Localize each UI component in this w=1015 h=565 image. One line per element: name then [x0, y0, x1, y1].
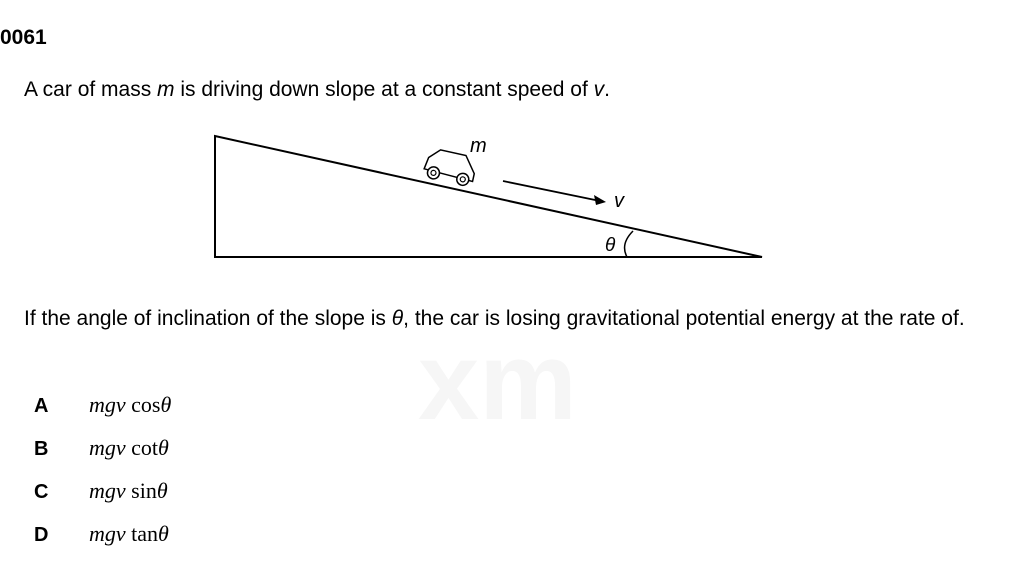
option-angle: θ	[158, 435, 169, 460]
option-coefficient: mgv	[89, 478, 126, 503]
stem-text-1: A car of mass	[24, 78, 158, 101]
slope-triangle	[215, 136, 762, 257]
question-number: 0061	[0, 26, 47, 49]
option-expression	[89, 478, 168, 503]
option-function: cot	[131, 435, 159, 460]
option-letter: A	[34, 395, 49, 417]
option-function: sin	[131, 478, 157, 503]
velocity-arrow	[503, 181, 600, 201]
option-angle: θ	[160, 392, 172, 417]
option-b[interactable]	[34, 435, 169, 463]
question-text	[24, 306, 999, 332]
option-expression	[89, 435, 169, 460]
option-angle: θ	[158, 521, 169, 546]
stem-text-2: is driving down slope at a constant speed of	[174, 78, 594, 101]
question-theta-symbol: θ	[391, 307, 404, 330]
angle-label: θ	[605, 235, 616, 256]
angle-arc	[625, 231, 633, 257]
stem-text-3: .	[604, 78, 610, 101]
option-letter: B	[34, 438, 49, 460]
option-c[interactable]	[34, 478, 168, 506]
stem-mass-symbol: m	[157, 78, 175, 101]
option-letter: C	[34, 481, 49, 503]
option-function: tan	[131, 521, 159, 546]
option-coefficient: mgv	[89, 392, 126, 417]
option-letter: D	[34, 524, 49, 546]
option-angle: θ	[156, 478, 168, 503]
stem-velocity-symbol: v	[593, 78, 605, 101]
watermark: xm	[418, 320, 577, 443]
option-coefficient: mgv	[89, 435, 126, 460]
option-coefficient: mgv	[89, 521, 126, 546]
option-expression	[89, 521, 169, 546]
velocity-label: v	[614, 190, 624, 212]
option-a[interactable]	[34, 392, 171, 420]
question-text-1: If the angle of inclination of the slope is	[24, 307, 392, 330]
mass-label: m	[470, 135, 487, 157]
velocity-arrowhead	[594, 195, 606, 205]
question-text-2: , the car is losing gravitational potential energy at the rate of.	[403, 307, 965, 330]
option-d[interactable]	[34, 521, 169, 549]
option-function: cos	[131, 392, 161, 417]
option-expression	[89, 392, 171, 417]
